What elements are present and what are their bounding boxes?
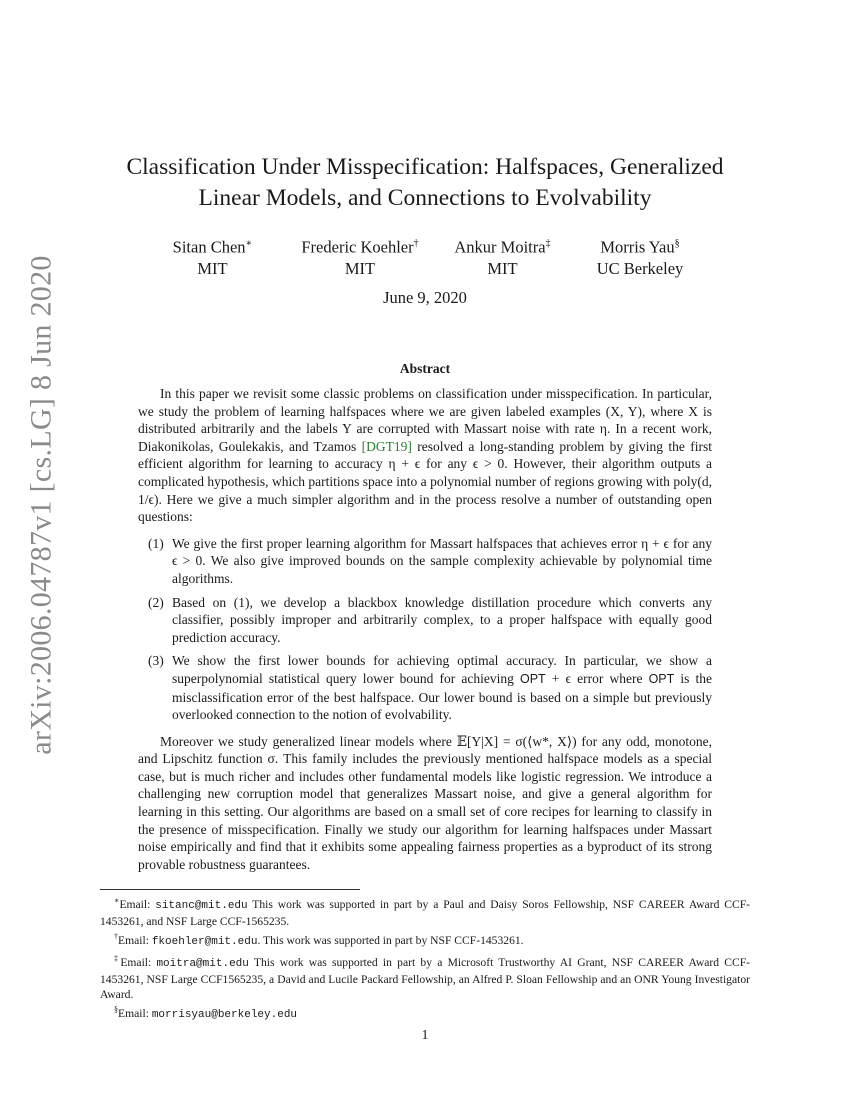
abstract-heading: Abstract — [399, 361, 451, 376]
opt-symbol: OPT — [519, 671, 546, 686]
item-text: We show the first lower bounds for achieving optimal accuracy. In particular, we show a superpolynomial statistical query lower bound for achieving — [172, 653, 712, 686]
email-link[interactable]: fkoehler@mit.edu — [151, 936, 258, 949]
author-mark: ∗ — [245, 238, 253, 249]
author-mark: ‡ — [545, 238, 551, 249]
abstract-paragraph-2: Moreover we study generalized linear models where 𝔼[Y|X] = σ(⟨w*, X⟩) for any odd, monotone, and Lipschitz function σ. This family includes the previously mentioned halfspace models as a special case, but is much richer and includes other fundamental models like logistic regression. We introduce a challenging new corruption model that generalizes Massart noise, and give a general algorithm for learning in this setting. Our algorithms are based on a small set of core recipes for learning to classify in the presence of misspecification. Finally we study our algorithm for learning halfspaces under Massart noise empirically and find that it exhibits some appealing fairness properties as a byproduct of its strong provable robustness guarantees. — [138, 733, 712, 872]
footnote — [100, 929, 750, 950]
author-list — [150, 233, 710, 277]
arxiv-sidebar-stamp — [4, 225, 80, 785]
footnote-label: Email: — [120, 955, 157, 969]
paper-title: Classification Under Misspecification: Halfspaces, Generalized Linear Models, and Connections to Evolvability — [126, 154, 724, 211]
footnote — [100, 1002, 750, 1023]
list-item — [148, 594, 712, 647]
list-item — [148, 535, 712, 588]
author-2 — [280, 233, 440, 279]
abstract-body — [138, 385, 712, 873]
author-affiliation: MIT — [344, 258, 376, 278]
footnote — [100, 893, 750, 929]
footnote-text: This work was supported in part by a Paul and Daisy Soros Fellowship, NSF CAREER Award CCF-1453261, and NSF Large CCF-1565235. — [100, 897, 751, 929]
footnote-text: This work was supported in part by a Microsoft Trustworthy AI Grant, NSF CAREER Award CCF-1453261, NSF Large CCF1565235, a David and Lucile Packard Fellowship, an Alfred P. Sloan Fellowship and an ONR Young Investigator Award. — [100, 955, 751, 1002]
item-number: (2) — [148, 594, 164, 610]
footnotes — [100, 893, 750, 1024]
arxiv-id: arXiv:2006.04787v1 [cs.LG] 8 Jun 2020 — [25, 255, 59, 755]
email-link[interactable]: morrisyau@berkeley.edu — [151, 1009, 298, 1022]
item-text: We give the first proper learning algorithm for Massart halfspaces that achieves error η + ϵ for any ϵ > 0. We also give improved bounds on the sample complexity achievable by polynomial time algorithms. — [172, 535, 712, 586]
author-3 — [440, 233, 565, 279]
author-mark: § — [674, 238, 680, 249]
footnote-mark: ∗ — [114, 896, 120, 905]
footnote-label: Email: — [118, 934, 152, 948]
author-name: Sitan Chen — [172, 237, 246, 257]
item-text: + ϵ error where — [545, 670, 649, 686]
item-text: Based on (1), we develop a blackbox knowledge distillation procedure which converts any classifier, possibly improper and arbitrarily complex, to a proper halfspace with equally good prediction accuracy. — [172, 594, 712, 645]
footnote — [100, 951, 750, 1003]
page-number: 1 — [421, 1028, 429, 1043]
citation-link[interactable]: [DGT19] — [361, 438, 412, 454]
footnote-rule — [100, 889, 360, 890]
abstract-text: resolved a long-standing problem by giving the first efficient algorithm for learning to accuracy η + ϵ for any ϵ > 0. However, their algorithm outputs a complicated hypothesis, which partitions space into a polynomial number of regions growing with poly(d, 1/ϵ). Here we give a much simpler algorithm and in the process resolve a number of outstanding open questions: — [138, 438, 712, 525]
author-affiliation: UC Berkeley — [596, 258, 684, 278]
abstract-text: In this paper we revisit some classic problems on classification under misspecification. In particular, we study the problem of learning halfspaces where we are given labeled examples (X, Y), where X is distributed arbitrarily and the labels Y are corrupted with Massart noise with rate η. In a recent work, Diakonikolas, Goulekakis, and Tzamos — [138, 386, 712, 454]
author-affiliation: MIT — [197, 258, 228, 278]
footnote-text: . This work was supported in part by NSF CCF-1453261. — [257, 934, 524, 948]
footnote-label: Email: — [118, 1007, 152, 1021]
email-link[interactable]: sitanc@mit.edu — [155, 899, 248, 912]
author-4 — [580, 233, 700, 279]
author-affiliation: MIT — [487, 258, 518, 278]
paper-date: June 9, 2020 — [383, 288, 467, 307]
abstract-paragraph-1 — [138, 385, 712, 526]
email-link[interactable]: moitra@mit.edu — [156, 957, 249, 970]
author-name: Frederic Koehler — [301, 237, 414, 257]
footnote-label: Email: — [119, 897, 156, 911]
item-text: is the misclassification error of the best halfspace. Our lower bound is based on a simple but previously overlooked connection to the notion of evolvability. — [172, 670, 712, 723]
footnote-mark: † — [114, 932, 118, 942]
author-mark: † — [413, 238, 419, 249]
footnote-mark: § — [114, 1005, 118, 1015]
author-1 — [150, 233, 275, 279]
item-number: (3) — [148, 653, 164, 669]
list-item — [148, 652, 712, 723]
footnote-mark: ‡ — [114, 953, 121, 963]
author-name: Ankur Moitra — [454, 237, 546, 257]
item-number: (1) — [148, 535, 164, 551]
contribution-list — [138, 535, 712, 724]
author-name: Morris Yau — [600, 237, 675, 257]
opt-symbol: OPT — [648, 671, 675, 686]
